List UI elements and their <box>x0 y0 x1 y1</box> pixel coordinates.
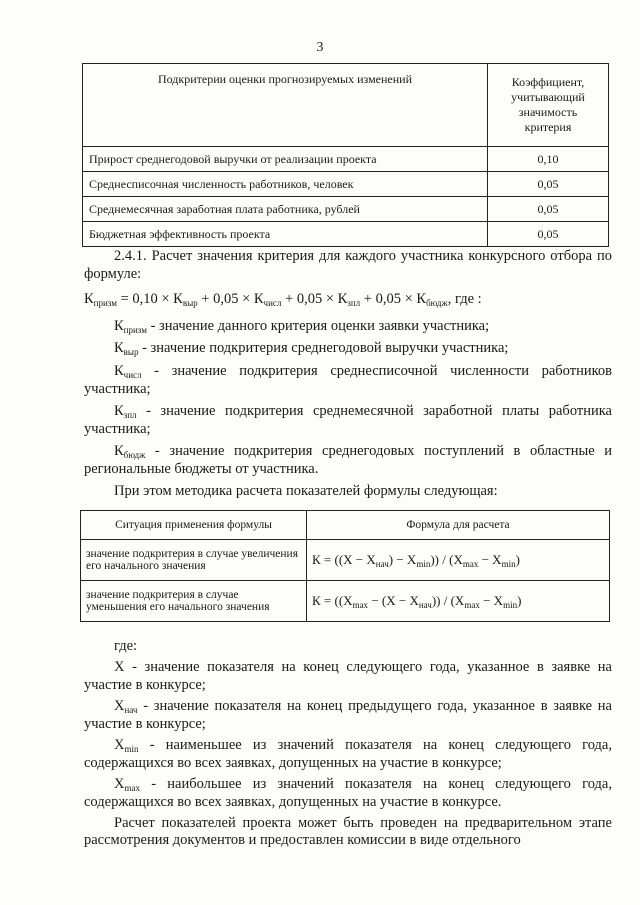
row-value: 0,05 <box>488 172 609 197</box>
variable-definition: Х - значение показателя на конец следующего года, указанное в заявке на участие в конкурсе; <box>84 658 612 693</box>
row-name: Среднесписочная численность работников, человек <box>83 172 488 197</box>
variable-definition: $Х_{max}$ - наибольшее из значений показателя на конец следующего года, содержащихся во всех заявках, допущенных на участие в конкурсе. <box>84 775 612 810</box>
document-body <box>84 248 612 500</box>
method-intro: При этом методика расчета показателей формулы следующая: <box>114 482 498 499</box>
table-header-coefficient: Коэффициент, учитывающий значимость критерия <box>488 64 609 147</box>
definition: $К_{числ}$ - значение подкритерия среднесписочной численности работников участника; <box>84 362 612 397</box>
row-value: 0,05 <box>488 197 609 222</box>
subcriteria-table <box>82 63 609 247</box>
definition: $К_{призм}$ - значение данного критерия оценки заявки участника; <box>114 317 490 335</box>
variable-definition: $Х_{min}$ - наименьшее из значений показателя на конец следующего года, содержащихся во всех заявках, допущенных на участие в конкурсе; <box>84 736 612 771</box>
variable-definition: $Х_{нач}$ - значение показателя на конец предыдущего года, указанное в заявке на участие в конкурсе; <box>84 697 612 732</box>
table-header-situation: Ситуация применения формулы <box>81 511 307 540</box>
page-number: 3 <box>316 40 324 55</box>
final-paragraph: Расчет показателей проекта может быть проведен на предварительном этапе рассмотрения документов и предоставлен комиссии в виде отдельного <box>84 814 612 848</box>
table-row <box>81 540 610 581</box>
table-row <box>83 197 609 222</box>
where-label: где: <box>114 638 138 654</box>
row-value: 0,10 <box>488 147 609 172</box>
definition: $К_{бюдж}$ - значение подкритерия среднегодовых поступлений в областные и региональные бюджеты от участника. <box>84 442 612 477</box>
formula-cell: $К = ((Х_{max} - (Х - Х_{нач})) / (Х_{max} - Х_{min})$ <box>307 581 610 622</box>
row-value: 0,05 <box>488 222 609 247</box>
formula-table <box>80 510 610 622</box>
row-name: Бюджетная эффективность проекта <box>83 222 488 247</box>
definition: $К_{зпл}$ - значение подкритерия среднемесячной заработной платы работника участника; <box>84 402 612 437</box>
table-header-formula: Формула для расчета <box>307 511 610 540</box>
main-formula: $К_{призм} = 0,10 \times К_{выр} + 0,05 \times К_{числ} + 0,05 \times К_{зпл} + 0,05 \times К_{бюдж}$, где : <box>84 291 482 308</box>
situation-cell: значение подкритерия в случае уменьшения его начального значения <box>81 581 307 622</box>
table-row <box>81 581 610 622</box>
row-name: Прирост среднегодовой выручки от реализации проекта <box>83 147 488 172</box>
table-row <box>83 222 609 247</box>
formula-cell: $К = ((Х - Х_{нач}) - Х_{min})) / (Х_{max} - Х_{min})$ <box>307 540 610 581</box>
row-name: Среднемесячная заработная плата работника, рублей <box>83 197 488 222</box>
table-row <box>83 147 609 172</box>
situation-cell: значение подкритерия в случае увеличения его начального значения <box>81 540 307 581</box>
paragraph-2-4-1: 2.4.1. Расчет значения критерия для каждого участника конкурсного отбора по формуле: <box>84 248 612 282</box>
document-body-continued <box>84 638 612 850</box>
table-row <box>83 172 609 197</box>
table-header-subcriteria: Подкритерии оценки прогнозируемых изменений <box>83 64 488 147</box>
definition: $К_{выр}$ - значение подкритерия среднегодовой выручки участника; <box>114 340 509 357</box>
